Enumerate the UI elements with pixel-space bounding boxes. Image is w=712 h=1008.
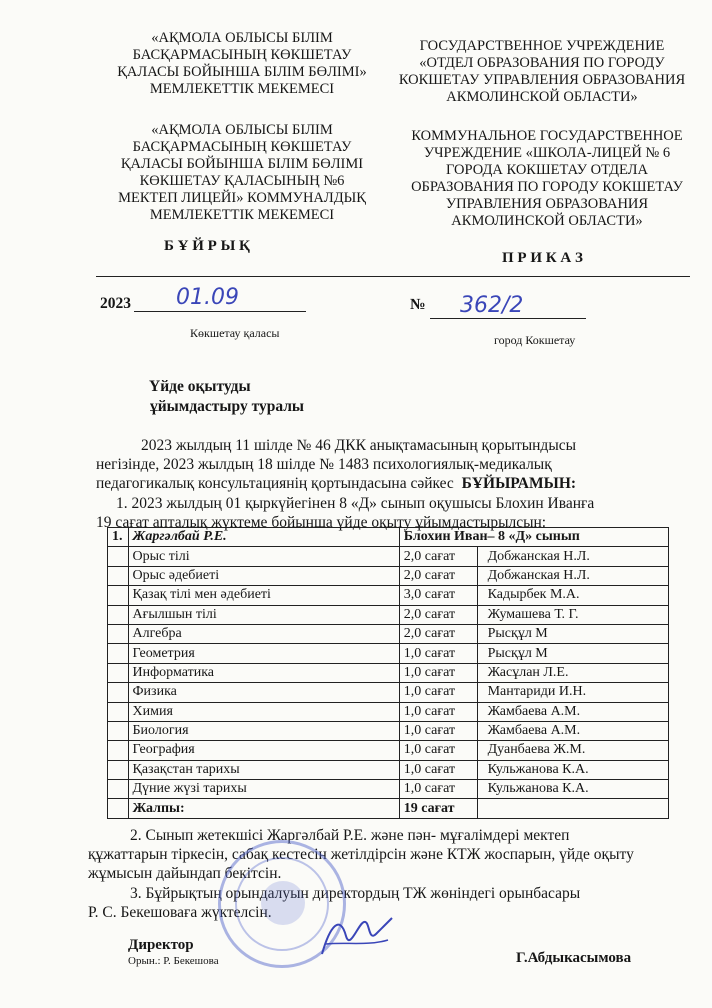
- row-number-cell: [108, 721, 129, 740]
- date-underline: [134, 311, 306, 312]
- hours-cell: 2,0 сағат: [399, 605, 477, 624]
- header-line: ГОРОДА КОКШЕТАУ ОТДЕЛА: [446, 162, 648, 178]
- table-row: [108, 683, 669, 702]
- hours-cell: 1,0 сағат: [399, 663, 477, 682]
- row-number-cell: [108, 586, 129, 605]
- director-title: Директор: [128, 937, 194, 953]
- row-number-cell: [108, 702, 129, 721]
- item-line: 2. Сынып жетекшісі Жаргәлбай Р.Е. және пән- мұғалімдері мектеп: [130, 827, 570, 844]
- student-heading: Блохин Иван– 8 «Д» сынып: [399, 528, 668, 547]
- subject-cell: Химия: [128, 702, 399, 721]
- item-line: құжаттарын тіркесін, сабақ кестесін жетілдірсін және КТЖ жоспарын, үйде оқыту: [88, 846, 634, 863]
- table-row: [108, 547, 669, 566]
- teacher-cell: Кадырбек М.А.: [477, 586, 668, 605]
- table-row: [108, 721, 669, 740]
- ru-department-header: [372, 38, 712, 106]
- total-value: 19 сағат: [399, 799, 477, 818]
- table-row: [108, 644, 669, 663]
- header-line: ҚАЛАСЫ БОЙЫНША БІЛІМ БӨЛІМІ: [120, 156, 364, 172]
- subject-cell: Дүние жүзі тарихы: [128, 780, 399, 799]
- subject-cell: Геометрия: [128, 644, 399, 663]
- table-row: [108, 702, 669, 721]
- row-number: 1.: [108, 528, 129, 547]
- empty-cell: [477, 799, 668, 818]
- handwritten-signature: [316, 906, 396, 966]
- handwritten-number: 362/2: [460, 293, 524, 318]
- header-line: АКМОЛИНСКОЙ ОБЛАСТИ»: [446, 89, 638, 105]
- header-line: МЕКТЕП ЛИЦЕЙІ» КОММУНАЛДЫҚ: [118, 190, 366, 206]
- teacher-cell: Рысқұл М: [477, 644, 668, 663]
- preamble: [96, 436, 706, 493]
- hours-cell: 3,0 сағат: [399, 586, 477, 605]
- executor: Орын.: Р. Бекешова: [128, 955, 219, 967]
- kz-department-header: [92, 30, 392, 98]
- order-word: БҰЙЫРАМЫН:: [461, 475, 577, 492]
- subject-cell: Алгебра: [128, 624, 399, 643]
- header-line: КӨКШЕТАУ ҚАЛАСЫНЫҢ №6: [139, 173, 345, 189]
- row-number-cell: [108, 644, 129, 663]
- teacher-cell: Жамбаева А.М.: [477, 702, 668, 721]
- item-line: жұмысын дайындап бекітсін.: [88, 865, 282, 882]
- subject-line: ұйымдастыру туралы: [150, 398, 305, 415]
- subject-cell: Орыс әдебиеті: [128, 566, 399, 585]
- teacher-cell: Жумашева Т. Г.: [477, 605, 668, 624]
- item-line: Р. С. Бекешоваға жүктелсін.: [88, 904, 272, 921]
- city-kz: Көкшетау қаласы: [190, 326, 280, 340]
- class-teacher: Жаргәлбай Р.Е.: [128, 528, 399, 547]
- item-line: 1. 2023 жылдың 01 қыркүйегінен 8 «Д» сынып оқушысы Блохин Иванға: [116, 495, 595, 512]
- ru-school-header: [382, 128, 712, 230]
- subject-cell: Физика: [128, 683, 399, 702]
- subject-cell: Орыс тілі: [128, 547, 399, 566]
- header-line: КОКШЕТАУ УПРАВЛЕНИЯ ОБРАЗОВАНИЯ: [398, 72, 686, 88]
- row-number-cell: [108, 547, 129, 566]
- hours-cell: 2,0 сағат: [399, 624, 477, 643]
- row-number-cell: [108, 741, 129, 760]
- header-line: БАСҚАРМАСЫНЫҢ КӨКШЕТАУ: [132, 139, 352, 155]
- subject-cell: География: [128, 741, 399, 760]
- preamble-line: 2023 жылдың 11 шілде № 46 ДКК анықтамасының қорытындысы: [141, 437, 577, 454]
- table-row: [108, 586, 669, 605]
- subject-cell: Информатика: [128, 663, 399, 682]
- hours-cell: 1,0 сағат: [399, 741, 477, 760]
- stamp-emblem: [261, 881, 305, 925]
- row-number-cell: [108, 683, 129, 702]
- header-line: ОБРАЗОВАНИЯ ПО ГОРОДУ КОКШЕТАУ: [411, 179, 683, 195]
- item-3: [88, 884, 708, 922]
- header-line: КОММУНАЛЬНОЕ ГОСУДАРСТВЕННОЕ: [411, 128, 683, 144]
- number-sign: №: [410, 296, 426, 313]
- order-subject: [149, 377, 304, 417]
- row-number-cell: [108, 605, 129, 624]
- number-underline: [430, 318, 586, 319]
- subject-cell: Қазақ тілі мен әдебиеті: [128, 586, 399, 605]
- city-ru: город Кокшетау: [494, 333, 576, 347]
- subject-line: Үйде оқытуды: [149, 378, 251, 395]
- header-line: БАСҚАРМАСЫНЫҢ КӨКШЕТАУ: [132, 47, 352, 63]
- header-line: МЕМЛЕКЕТТІК МЕКЕМЕСІ: [149, 207, 335, 223]
- subject-cell: Биология: [128, 721, 399, 740]
- year: 2023: [100, 295, 131, 312]
- item-line: 19 сағат апталық жүктеме бойынша үйде оқыту ұйымдастырылсын:: [96, 514, 547, 531]
- hours-cell: 1,0 сағат: [399, 644, 477, 663]
- row-number-cell: [108, 780, 129, 799]
- kz-school-header: [92, 122, 392, 224]
- header-divider: [96, 276, 690, 277]
- schedule-table: [107, 527, 669, 819]
- header-line: АКМОЛИНСКОЙ ОБЛАСТИ»: [451, 213, 643, 229]
- teacher-cell: Дуанбаева Ж.М.: [477, 741, 668, 760]
- ru-doc-type: П Р И К А З: [502, 250, 583, 266]
- header-line: УПРАВЛЕНИЯ ОБРАЗОВАНИЯ: [445, 196, 649, 212]
- teacher-cell: Кульжанова К.А.: [477, 760, 668, 779]
- teacher-cell: Жамбаева А.М.: [477, 721, 668, 740]
- header-line: ҚАЛАСЫ БОЙЫНША БІЛІМ БӨЛІМІ»: [117, 64, 367, 80]
- hours-cell: 2,0 сағат: [399, 566, 477, 585]
- teacher-cell: Мантариди И.Н.: [477, 683, 668, 702]
- subject-cell: Қазақстан тарихы: [128, 760, 399, 779]
- header-line: «АҚМОЛА ОБЛЫСЫ БІЛІМ: [151, 30, 333, 46]
- row-number-cell: [108, 799, 129, 818]
- row-number-cell: [108, 760, 129, 779]
- hours-cell: 1,0 сағат: [399, 780, 477, 799]
- director-name: Г.Абдыкасымова: [516, 950, 632, 966]
- teacher-cell: Жасұлан Л.Е.: [477, 663, 668, 682]
- item-line: 3. Бұйрықтың орындалуын директордың ТЖ жөніндегі орынбасары: [130, 885, 581, 902]
- teacher-cell: Рысқұл М: [477, 624, 668, 643]
- table-row: [108, 780, 669, 799]
- row-number-cell: [108, 663, 129, 682]
- teacher-cell: Добжанская Н.Л.: [477, 547, 668, 566]
- hours-cell: 2,0 сағат: [399, 547, 477, 566]
- teacher-cell: Добжанская Н.Л.: [477, 566, 668, 585]
- table-row: [108, 663, 669, 682]
- table-row: [108, 624, 669, 643]
- preamble-line: негізінде, 2023 жылдың 18 шілде № 1483 психологиялық-медикалық: [96, 456, 552, 473]
- total-label: Жалпы:: [128, 799, 399, 818]
- table-row: [108, 566, 669, 585]
- teacher-cell: Кульжанова К.А.: [477, 780, 668, 799]
- kz-doc-type: Б Ұ Й Р Ы Қ: [164, 238, 250, 254]
- header-line: «ОТДЕЛ ОБРАЗОВАНИЯ ПО ГОРОДУ: [419, 55, 665, 71]
- table-total-row: [108, 799, 669, 818]
- header-line: МЕМЛЕКЕТТІК МЕКЕМЕСІ: [149, 81, 335, 97]
- hours-cell: 1,0 сағат: [399, 702, 477, 721]
- table-row: [108, 741, 669, 760]
- item-2: [88, 826, 708, 883]
- table-row: [108, 760, 669, 779]
- header-line: УЧРЕЖДЕНИЕ «ШКОЛА-ЛИЦЕЙ № 6: [423, 145, 671, 161]
- row-number-cell: [108, 566, 129, 585]
- hours-cell: 1,0 сағат: [399, 760, 477, 779]
- hours-cell: 1,0 сағат: [399, 683, 477, 702]
- table-header-row: [108, 528, 669, 547]
- handwritten-date: 01.09: [176, 285, 239, 310]
- hours-cell: 1,0 сағат: [399, 721, 477, 740]
- table-row: [108, 605, 669, 624]
- subject-cell: Ағылшын тілі: [128, 605, 399, 624]
- header-line: «АҚМОЛА ОБЛЫСЫ БІЛІМ: [151, 122, 333, 138]
- row-number-cell: [108, 624, 129, 643]
- preamble-line: педагогикалық консультациянің қортындасына сәйкес БҰЙЫРАМЫН:: [96, 475, 577, 492]
- header-line: ГОСУДАРСТВЕННОЕ УЧРЕЖДЕНИЕ: [419, 38, 665, 54]
